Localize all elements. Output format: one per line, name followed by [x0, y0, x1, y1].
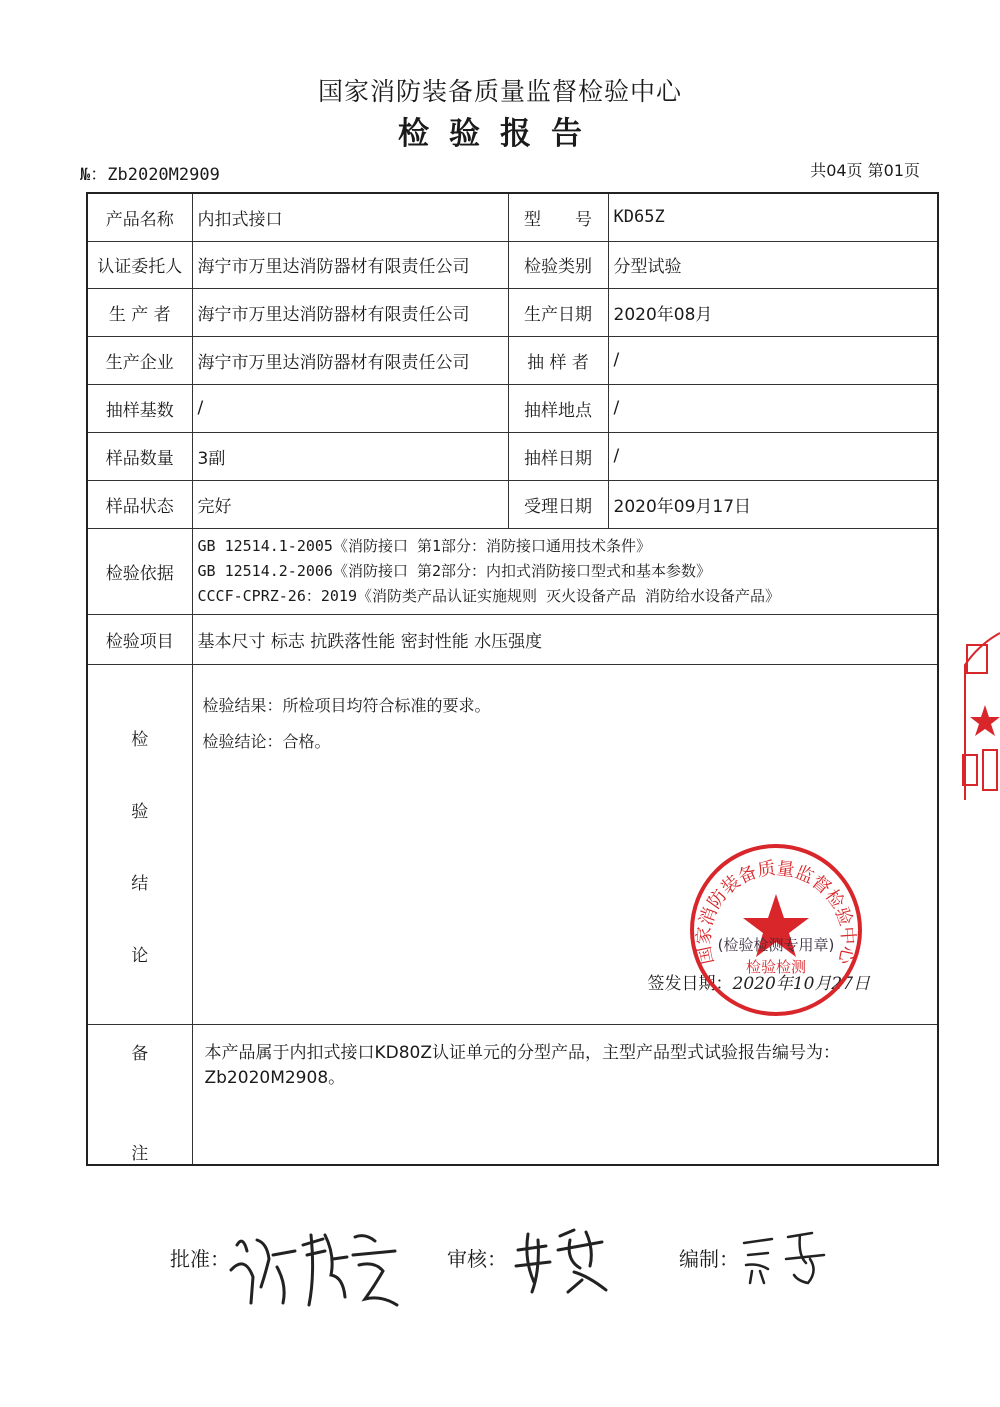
stamp-bottom-text: 检验检测 [745, 958, 807, 976]
table-row [87, 614, 938, 664]
value-sampling-date: / [608, 432, 938, 480]
report-number [80, 160, 220, 185]
test-result: 检验结果：所检项目均符合标准的要求。 [202, 695, 491, 715]
organization-title: 国家消防装备质量监督检验中心 [317, 77, 682, 106]
value-test-type: 分型试验 [608, 241, 938, 288]
seam-stamp-fragment [955, 625, 1000, 810]
value-sample-condition: 完好 [192, 480, 508, 528]
table-row [87, 480, 938, 528]
label-manufacturer: 生产企业 [87, 336, 192, 384]
label-test-type: 检验类别 [508, 241, 608, 288]
inspection-stamp [688, 842, 864, 1018]
table-row [87, 1024, 938, 1165]
label-items: 检验项目 [87, 614, 192, 664]
table-row [87, 336, 938, 384]
label-sampler: 抽 样 者 [508, 336, 608, 384]
conclusion-label-char: 结 [131, 873, 149, 894]
label-conclusion [87, 664, 192, 1024]
table-row [87, 528, 938, 614]
value-basis [192, 528, 938, 614]
issue-date-value: 2020年10月27日 [732, 973, 871, 994]
table-row [87, 432, 938, 480]
approver-signature [225, 1215, 405, 1310]
test-verdict: 检验结论：合格。 [202, 731, 331, 751]
value-production-date: 2020年08月 [608, 288, 938, 336]
report-title: 检验报告 [398, 116, 602, 152]
conclusion-label-char: 论 [131, 945, 149, 966]
remarks-label-char: 注 [131, 1143, 149, 1164]
table-row [87, 193, 938, 241]
stamp-center-text: (检验检测专用章) [717, 936, 835, 954]
label-sample-quantity: 样品数量 [87, 432, 192, 480]
label-client: 认证委托人 [87, 241, 192, 288]
label-remarks [87, 1024, 192, 1165]
label-product-name: 产品名称 [87, 193, 192, 241]
label-sampling-location: 抽样地点 [508, 384, 608, 432]
table-row [87, 384, 938, 432]
remarks-label-char: 备 [131, 1043, 149, 1064]
remarks-text: 本产品属于内扣式接口KD80Z认证单元的分型产品，主型产品型式试验报告编号为：Zb2020M2908。 [192, 1024, 938, 1165]
value-sample-quantity: 3副 [192, 432, 508, 480]
value-sampler: / [608, 336, 938, 384]
issue-date-label: 签发日期： [647, 973, 733, 994]
label-production-date: 生产日期 [508, 288, 608, 336]
value-items: 基本尺寸 标志 抗跌落性能 密封性能 水压强度 [192, 614, 938, 664]
table-row [87, 288, 938, 336]
report-number-label: №： [80, 165, 108, 185]
conclusion-label-char: 验 [131, 801, 149, 822]
page-info: 共04页 第01页 [810, 161, 920, 180]
stamp-ring-text: 国家消防装备质量监督检验中心 [693, 858, 859, 967]
value-acceptance-date: 2020年09月17日 [608, 480, 938, 528]
label-acceptance-date: 受理日期 [508, 480, 608, 528]
report-table [86, 192, 939, 1166]
approve-label: 批准： [170, 1247, 230, 1271]
label-sample-condition: 样品状态 [87, 480, 192, 528]
label-sampling-base: 抽样基数 [87, 384, 192, 432]
value-sampling-base: / [192, 384, 508, 432]
value-model: KD65Z [608, 193, 938, 241]
value-client: 海宁市万里达消防器材有限责任公司 [192, 241, 508, 288]
table-row [87, 241, 938, 288]
value-sampling-location: / [608, 384, 938, 432]
review-label: 审核： [447, 1247, 507, 1271]
conclusion-label-char: 检 [131, 729, 149, 750]
value-product-name: 内扣式接口 [192, 193, 508, 241]
basis-line: GB 12514.2-2006《消防接口 第2部分：内扣式消防接口型式和基本参数》 [197, 561, 712, 580]
compiler-signature [738, 1225, 833, 1290]
label-basis: 检验依据 [87, 528, 192, 614]
label-producer: 生 产 者 [87, 288, 192, 336]
label-model: 型 号 [508, 193, 608, 241]
basis-line: GB 12514.1-2005《消防接口 第1部分：消防接口通用技术条件》 [197, 536, 652, 555]
report-number-value: Zb2020M2909 [107, 165, 220, 185]
label-sampling-date: 抽样日期 [508, 432, 608, 480]
reviewer-signature [510, 1220, 620, 1300]
basis-line: CCCF-CPRZ-26：2019《消防类产品认证实施规则 灭火设备产品 消防给水设备产品》 [197, 586, 781, 605]
value-producer: 海宁市万里达消防器材有限责任公司 [192, 288, 508, 336]
value-manufacturer: 海宁市万里达消防器材有限责任公司 [192, 336, 508, 384]
compile-label: 编制： [679, 1247, 739, 1271]
